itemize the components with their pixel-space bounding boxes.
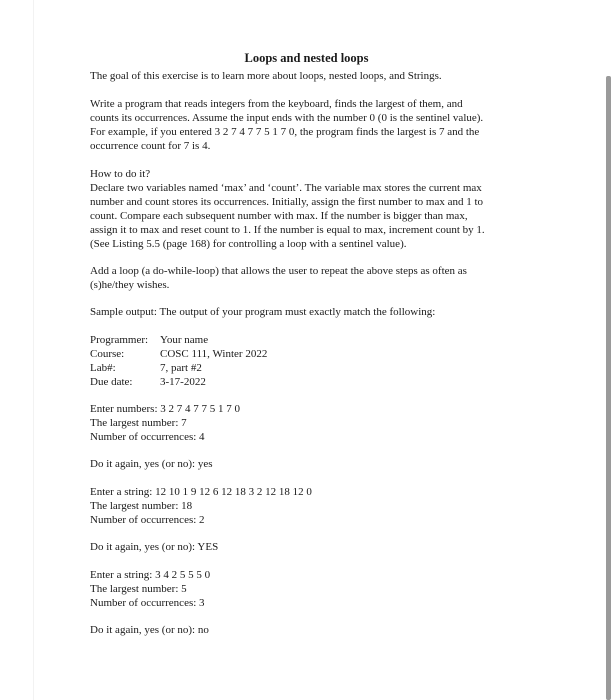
again-prompt-3 bbox=[90, 623, 525, 637]
sample-intro-line: Sample output: The output of your program must exactly match the following: bbox=[90, 306, 436, 318]
howto-line: number and count stores its occurrences. Initially, assign the first number to max and 1 to bbox=[90, 196, 484, 208]
header-key: Programmer: bbox=[90, 334, 149, 346]
header-row bbox=[90, 333, 525, 347]
sample-header bbox=[90, 333, 525, 389]
task-line: For example, if you entered 3 2 7 4 7 7 5 1 7 0, the program finds the largest is 7 and the bbox=[90, 126, 480, 138]
output-line: Do it again, yes (or no): no bbox=[90, 624, 209, 636]
output-line: The largest number: 5 bbox=[90, 583, 187, 595]
page-title: Loops and nested loops bbox=[244, 51, 369, 65]
sample-run-3 bbox=[90, 568, 525, 610]
howto-line: (See Listing 5.5 (page 168) for controlling a loop with a sentinel value). bbox=[90, 238, 407, 250]
task-line: occurrence count for 7 is 4. bbox=[90, 140, 211, 152]
loop-paragraph bbox=[90, 264, 525, 292]
output-line: Enter a string: 12 10 1 9 12 6 12 18 3 2 12 18 12 0 bbox=[90, 486, 312, 498]
header-key: Course: bbox=[90, 348, 125, 360]
header-value: 7, part #2 bbox=[160, 362, 202, 374]
loop-line: Add a loop (a do-while-loop) that allows the user to repeat the above steps as often as bbox=[90, 265, 467, 277]
howto-line: assign it to max and reset count to 1. If the number is equal to max, increment count by 1. bbox=[90, 224, 485, 236]
sample-run-2 bbox=[90, 485, 525, 527]
loop-line: (s)he/they wishes. bbox=[90, 279, 170, 291]
page-edge-divider bbox=[33, 0, 34, 700]
header-row bbox=[90, 375, 525, 389]
vertical-scrollbar[interactable] bbox=[606, 76, 611, 700]
header-value: Your name bbox=[160, 334, 209, 346]
task-line: Write a program that reads integers from the keyboard, finds the largest of them, and bbox=[90, 98, 463, 110]
output-line: Number of occurrences: 4 bbox=[90, 431, 205, 443]
header-value: COSC 111, Winter 2022 bbox=[160, 348, 268, 360]
intro-line: The goal of this exercise is to learn more about loops, nested loops, and Strings. bbox=[90, 70, 442, 82]
howto-paragraph bbox=[90, 167, 525, 251]
output-line: Number of occurrences: 2 bbox=[90, 514, 205, 526]
output-line: Number of occurrences: 3 bbox=[90, 597, 205, 609]
howto-line: count. Compare each subsequent number with max. If the number is bigger than max, bbox=[90, 210, 468, 222]
howto-line: How to do it? bbox=[90, 168, 151, 180]
output-line: The largest number: 7 bbox=[90, 417, 187, 429]
header-key: Due date: bbox=[90, 376, 133, 388]
output-line: Enter numbers: 3 2 7 4 7 7 5 1 7 0 bbox=[90, 403, 241, 415]
task-paragraph bbox=[90, 97, 525, 153]
again-prompt-1 bbox=[90, 457, 525, 471]
again-prompt-2 bbox=[90, 540, 525, 554]
output-line: The largest number: 18 bbox=[90, 500, 193, 512]
output-line: Do it again, yes (or no): YES bbox=[90, 541, 219, 553]
header-row bbox=[90, 347, 525, 361]
header-key: Lab#: bbox=[90, 362, 116, 374]
output-line: Enter a string: 3 4 2 5 5 5 0 bbox=[90, 569, 211, 581]
output-line: Do it again, yes (or no): yes bbox=[90, 458, 213, 470]
intro-paragraph bbox=[90, 69, 525, 83]
howto-line: Declare two variables named ‘max’ and ‘count’. The variable max stores the current max bbox=[90, 182, 482, 194]
header-row bbox=[90, 361, 525, 375]
task-line: counts its occurrences. Assume the input ends with the number 0 (0 is the sentinel value). bbox=[90, 112, 484, 124]
sample-intro bbox=[90, 305, 525, 319]
header-value: 3-17-2022 bbox=[160, 376, 206, 388]
sample-run-1 bbox=[90, 402, 525, 444]
